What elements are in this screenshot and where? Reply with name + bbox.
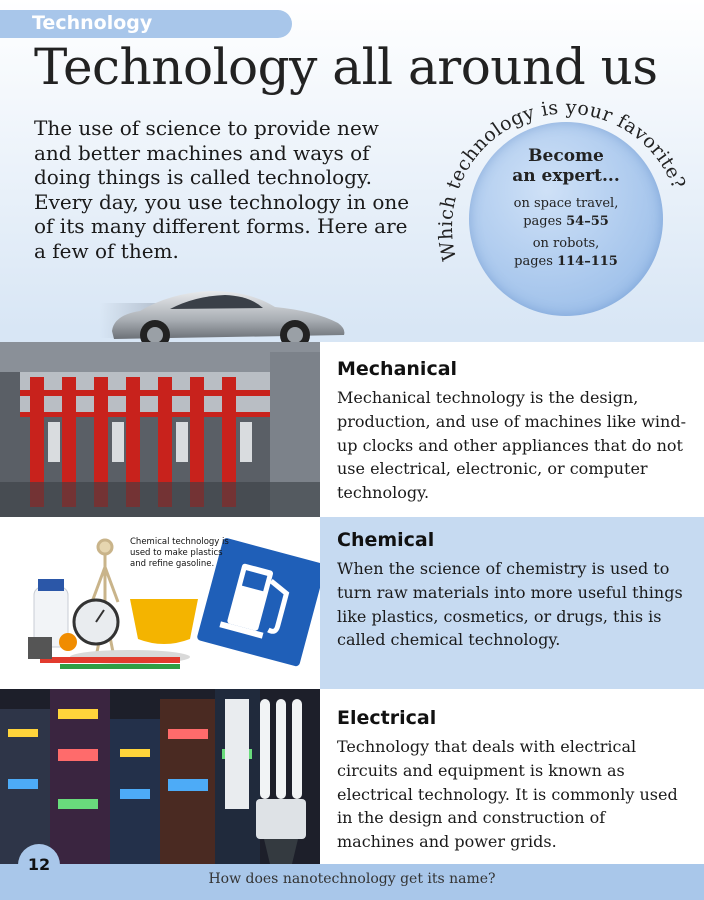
mechanical-section <box>0 342 704 517</box>
electrical-section <box>0 689 704 864</box>
expert-ref-robots-pages: pages 114–115 <box>514 254 618 269</box>
footer-question: How does nanotechnology get its name? <box>208 871 496 887</box>
expert-callout <box>434 96 690 316</box>
section-tab-label: Technology <box>32 12 153 34</box>
section-body: Mechanical technology is the design, production, and use of machines like wind-up clocks and other appliances that do not use electrical, electronic, or computer technology. <box>337 388 686 503</box>
expert-ref-space: on space travel, <box>513 196 619 211</box>
section-body: Technology that deals with electrical circuits and equipment is known as electrical technology. It is commonly used in the design and construction of machines and power grids. <box>337 737 678 852</box>
page-title: Technology all around us <box>34 38 658 96</box>
chemical-section <box>0 517 704 689</box>
engine-image <box>0 342 320 517</box>
footer-bar <box>0 864 704 900</box>
section-heading: Mechanical <box>337 358 458 380</box>
expert-ref-robots: on robots, <box>532 236 600 251</box>
section-tab <box>0 10 292 38</box>
expert-ref-space-pages: pages 54–55 <box>523 214 609 229</box>
section-heading: Chemical <box>337 529 435 551</box>
image-caption: Chemical technology is used to make plastics and refine gasoline. <box>130 537 229 569</box>
intro-paragraph: The use of science to provide new and better machines and ways of doing things is called technology. Every day, you use technology in one of its many different forms. Here are a few of them. <box>34 116 410 263</box>
section-heading: Electrical <box>337 707 437 729</box>
chemical-image <box>0 517 320 689</box>
page-number: 12 <box>18 844 60 886</box>
city-lights-image <box>0 689 320 864</box>
arc-question: Which technology is your favorite? <box>434 96 690 263</box>
expert-title: Become an expert... <box>512 146 620 186</box>
section-body: When the science of chemistry is used to turn raw materials into more useful things like plastics, cosmetics, or drugs, this is called chemical technology. <box>337 559 683 650</box>
